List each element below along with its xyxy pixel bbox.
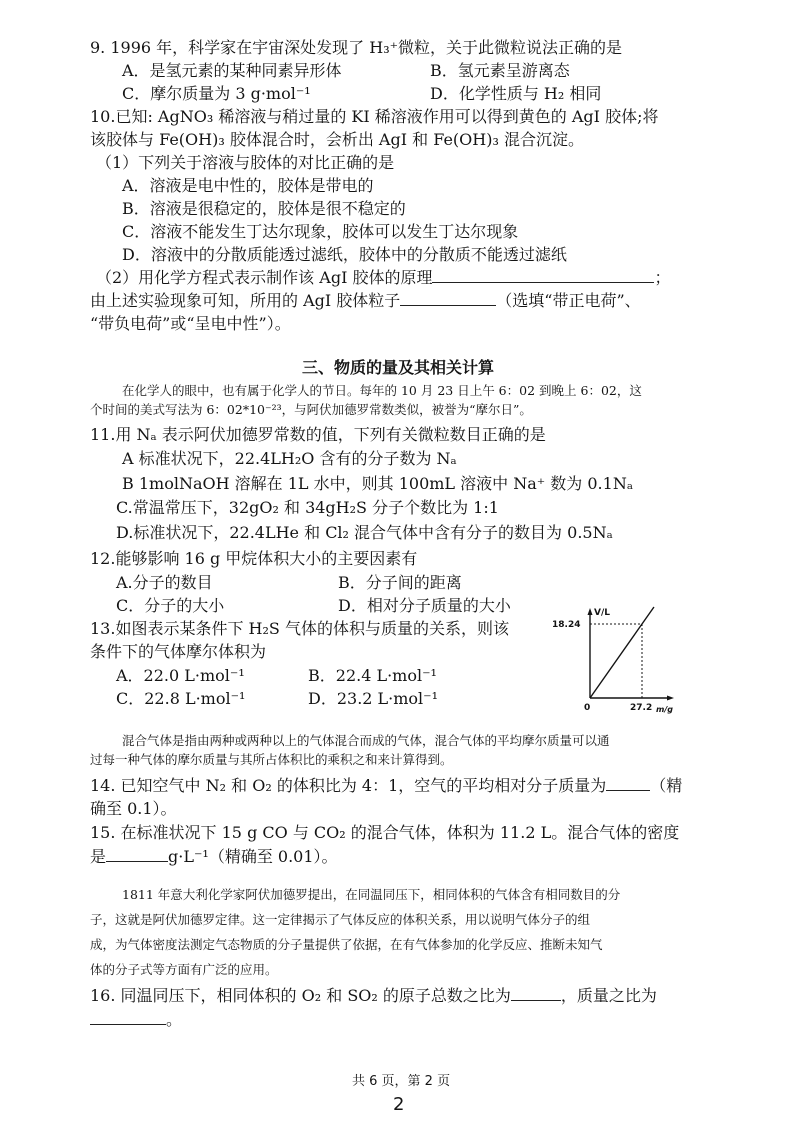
q13-option-a: A．22.0 L·mol⁻¹	[116, 666, 245, 685]
q11-stem: 11.用 Nₐ 表示阿伏加德罗常数的值，下列有关微粒数目正确的是	[90, 425, 546, 444]
x-value-label: 27.2	[630, 703, 653, 713]
q15-line1: 15. 在标准状况下 15 g CO 与 CO₂ 的混合气体，体积为 11.2 L。混合气体的密度	[90, 823, 680, 842]
q10-line3-text: 由上述实验现象可知，所用的 AgI 胶体粒子	[90, 291, 401, 310]
page-count-footer: 共 6 页，第 2 页	[352, 1074, 451, 1089]
q13-stem-line1: 13.如图表示某条件下 H₂S 气体的体积与质量的关系，则该	[90, 619, 509, 638]
q9-option-d: D．化学性质与 H₂ 相同	[430, 84, 602, 103]
q13-stem-line2: 条件下的气体摩尔体积为	[90, 642, 267, 661]
q10-line3	[90, 290, 641, 311]
avogadro-intro-line2: 子，这就是阿伏加德罗定律。这一定律揭示了气体反应的体积关系，用以说明气体分子的组	[90, 912, 591, 927]
section-intro-line1: 在化学人的眼中，也有属于化学人的节日。每年的 10 月 23 日上午 6：02 到晚上 6：02，这	[122, 383, 642, 398]
q10-sub2-text: （2）用化学方程式表示制作该 AgI 胶体的原理	[96, 268, 433, 287]
avogadro-intro-line1: 1811 年意大利化学家阿伏加德罗提出，在同温同压下，相同体积的气体含有相同数目的分	[122, 887, 621, 902]
volume-mass-graph	[548, 606, 678, 718]
q14-line1	[90, 775, 682, 796]
q9-option-a: A．是氢元素的某种同素异形体	[122, 61, 342, 80]
x-axis-label: m/g	[656, 705, 673, 714]
q9-option-c: C．摩尔质量为 3 g·mol⁻¹	[122, 84, 311, 103]
y-axis-label: V/L	[594, 608, 610, 618]
q12-option-b: B．分子间的距离	[338, 573, 462, 592]
q12-option-c: C．分子的大小	[116, 596, 225, 615]
q10-line4: “带负电荷”或“呈电中性”）。	[90, 314, 291, 333]
section-intro-line2: 个时间的美式写法为 6：02*10⁻²³，与阿伏加德罗常数类似，被誉为“摩尔日”。	[90, 402, 532, 417]
q10-stem-line2: 该胶体与 Fe(OH)₃ 胶体混合时，会析出 AgI 和 Fe(OH)₃ 混合沉淀。	[90, 130, 584, 149]
q12-option-a: A.分子的数目	[116, 573, 213, 592]
q16-text: 16. 同温同压下，相同体积的 O₂ 和 SO₂ 的原子总数之比为	[90, 986, 511, 1005]
mix-intro-line2: 过每一种气体的摩尔质量与其所占体积比的乘积之和来计算得到。	[90, 752, 453, 767]
y-axis-arrow-icon	[588, 608, 593, 615]
q9-stem: 9. 1996 年，科学家在宇宙深处发现了 H₃⁺微粒，关于此微粒说法正确的是	[90, 38, 623, 57]
q11-option-b: B 1molNaOH 溶解在 1L 水中，则其 100mL 溶液中 Na⁺ 数为 0.1Nₐ	[122, 474, 633, 493]
q13-option-d: D．23.2 L·mol⁻¹	[308, 689, 439, 708]
q14-line2: 确至 0.1）。	[90, 799, 177, 818]
q9-option-b: B．氢元素呈游离态	[430, 61, 570, 80]
q10-option-d: D．溶液中的分散质能透过滤纸，胶体中的分散质不能透过滤纸	[122, 245, 567, 264]
q16-line1	[90, 985, 657, 1006]
q13-option-c: C．22.8 L·mol⁻¹	[116, 689, 246, 708]
q11-option-c: C.常温常压下，32gO₂ 和 34gH₂S 分子个数比为 1:1	[116, 498, 499, 517]
q10-stem-line1: 10.已知: AgNO₃ 稀溶液与稍过量的 KI 稀溶液作用可以得到黄色的 AgI 胶体;将	[90, 107, 659, 126]
q12-option-d: D．相对分子质量的大小	[338, 596, 511, 615]
q12-stem: 12.能够影响 16 g 甲烷体积大小的主要因素有	[90, 549, 418, 568]
q16-answer-blank-2[interactable]	[90, 1010, 166, 1025]
q16-answer-blank-1[interactable]	[511, 986, 561, 1001]
q10-answer-blank-2[interactable]	[400, 291, 496, 306]
q13-option-b: B．22.4 L·mol⁻¹	[308, 666, 437, 685]
q10-sub2	[96, 267, 671, 288]
y-value-label: 18.24	[552, 620, 581, 630]
page-number: 2	[393, 1094, 405, 1115]
q10-option-b: B．溶液是很稳定的，胶体是很不稳定的	[122, 199, 406, 218]
origin-label: 0	[584, 703, 591, 713]
q14-text-end: （精	[650, 776, 683, 795]
q14-text: 14. 已知空气中 N₂ 和 O₂ 的体积比为 4：1，空气的平均相对分子质量为	[90, 776, 607, 795]
volume-mass-line	[590, 607, 654, 698]
q15-answer-blank[interactable]	[106, 847, 168, 862]
q15-line2	[90, 846, 338, 867]
avogadro-intro-line3: 成，为气体密度法测定气态物质的分子量提供了依据，在有气体参加的化学反应、推断未知气	[90, 937, 603, 952]
q15-text: 是	[90, 847, 107, 866]
q10-option-a: A．溶液是电中性的，胶体是带电的	[122, 176, 374, 195]
q11-option-a: A 标准状况下，22.4LH₂O 含有的分子数为 Nₐ	[122, 449, 457, 468]
q10-sub1: （1）下列关于溶液与胶体的对比正确的是	[96, 153, 395, 172]
q11-option-d: D.标准状况下，22.4LHe 和 Cl₂ 混合气体中含有分子的数目为 0.5Nₐ	[116, 523, 613, 542]
q15-text-end: g·L⁻¹（精确至 0.01）。	[168, 847, 338, 866]
q16-text-mid: ，质量之比为	[560, 986, 657, 1005]
q16-text-end: 。	[166, 1010, 183, 1029]
q10-answer-blank-1[interactable]	[432, 268, 654, 283]
q10-option-c: C．溶液不能发生丁达尔现象，胶体可以发生丁达尔现象	[122, 222, 519, 241]
avogadro-intro-line4: 体的分子式等方面有广泛的应用。	[90, 962, 278, 977]
q10-line3-choice: （选填“带正电荷”、	[496, 291, 641, 310]
q16-line2	[90, 1009, 182, 1030]
x-axis-arrow-icon	[667, 696, 674, 701]
mix-intro-line1: 混合气体是指由两种或两种以上的气体混合而成的气体，混合气体的平均摩尔质量可以通	[122, 733, 610, 748]
section-title: 三、物质的量及其相关计算	[302, 358, 495, 377]
q10-sub2-end: ；	[654, 268, 671, 287]
q14-answer-blank[interactable]	[606, 776, 650, 791]
